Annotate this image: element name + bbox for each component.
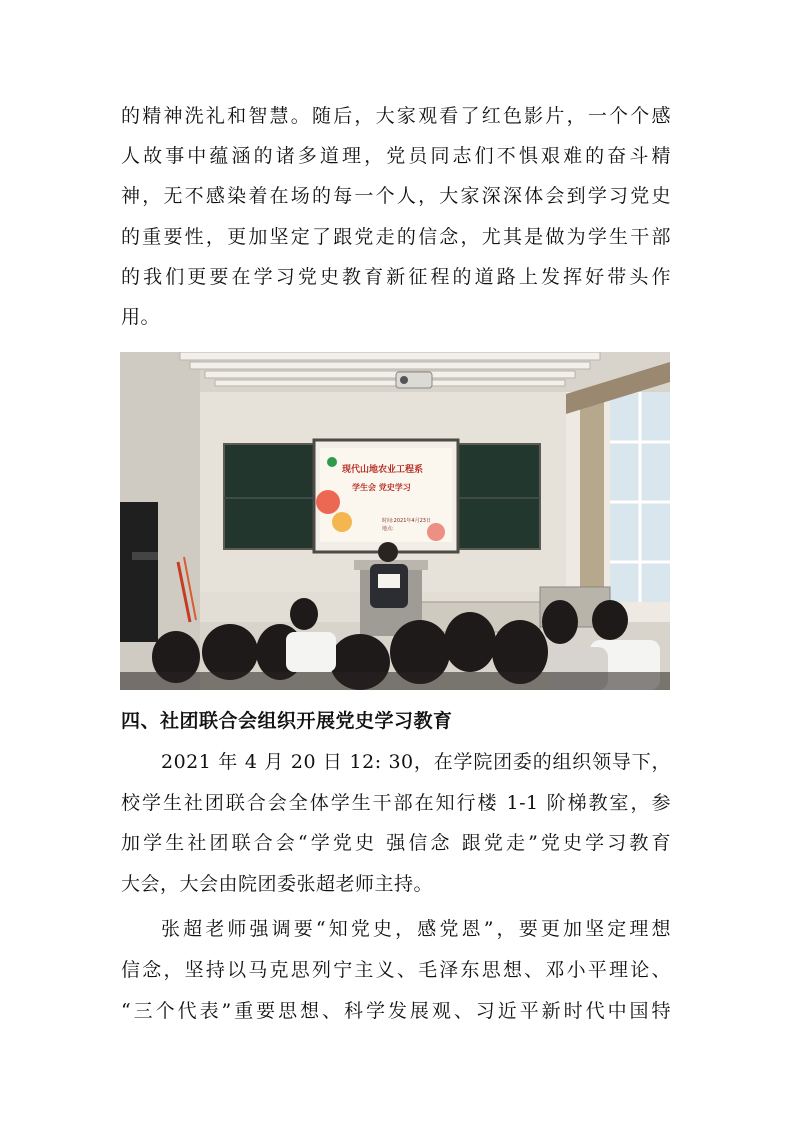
section-heading: 四、社团联合会组织开展党史学习教育	[121, 710, 453, 732]
screen-title: 现代山地农业工程系	[342, 465, 424, 475]
text-line: 张超老师强调要“知党史，感党恩”，要更加坚定理想	[161, 918, 671, 940]
classroom-photo	[120, 352, 670, 690]
text-line: 2021 年 4 月 20 日 12: 30，在学院团委的组织领导下，	[161, 751, 671, 773]
text-line: “三个代表”重要思想、科学发展观、习近平新时代中国特	[121, 1000, 671, 1022]
text-line: 用。	[121, 306, 161, 328]
text-line: 的我们更要在学习党史教育新征程的道路上发挥好带头作	[121, 266, 671, 288]
screen-subtitle: 学生会 党史学习	[352, 483, 411, 492]
text-line: 人故事中蕴涵的诸多道理，党员同志们不惧艰难的奋斗精	[121, 145, 671, 167]
text-line: 的精神洗礼和智慧。随后，大家观看了红色影片，一个个感	[121, 105, 671, 127]
text-line: 神，无不感染着在场的每一个人，大家深深体会到学习党史	[121, 185, 671, 207]
text-line: 的重要性，更加坚定了跟党走的信念，尤其是做为学生干部	[121, 226, 671, 248]
text-line: 大会，大会由院团委张超老师主持。	[121, 873, 434, 895]
text-line: 加学生社团联合会“学党史 强信念 跟党走”党史学习教育	[121, 832, 671, 854]
screen-place: 地点:	[382, 526, 394, 532]
text-line: 信念，坚持以马克思列宁主义、毛泽东思想、邓小平理论、	[121, 959, 671, 981]
screen-time: 时间:2021年4月23日	[382, 518, 431, 524]
text-line: 校学生社团联合会全体学生干部在知行楼 1-1 阶梯教室，参	[121, 792, 671, 814]
